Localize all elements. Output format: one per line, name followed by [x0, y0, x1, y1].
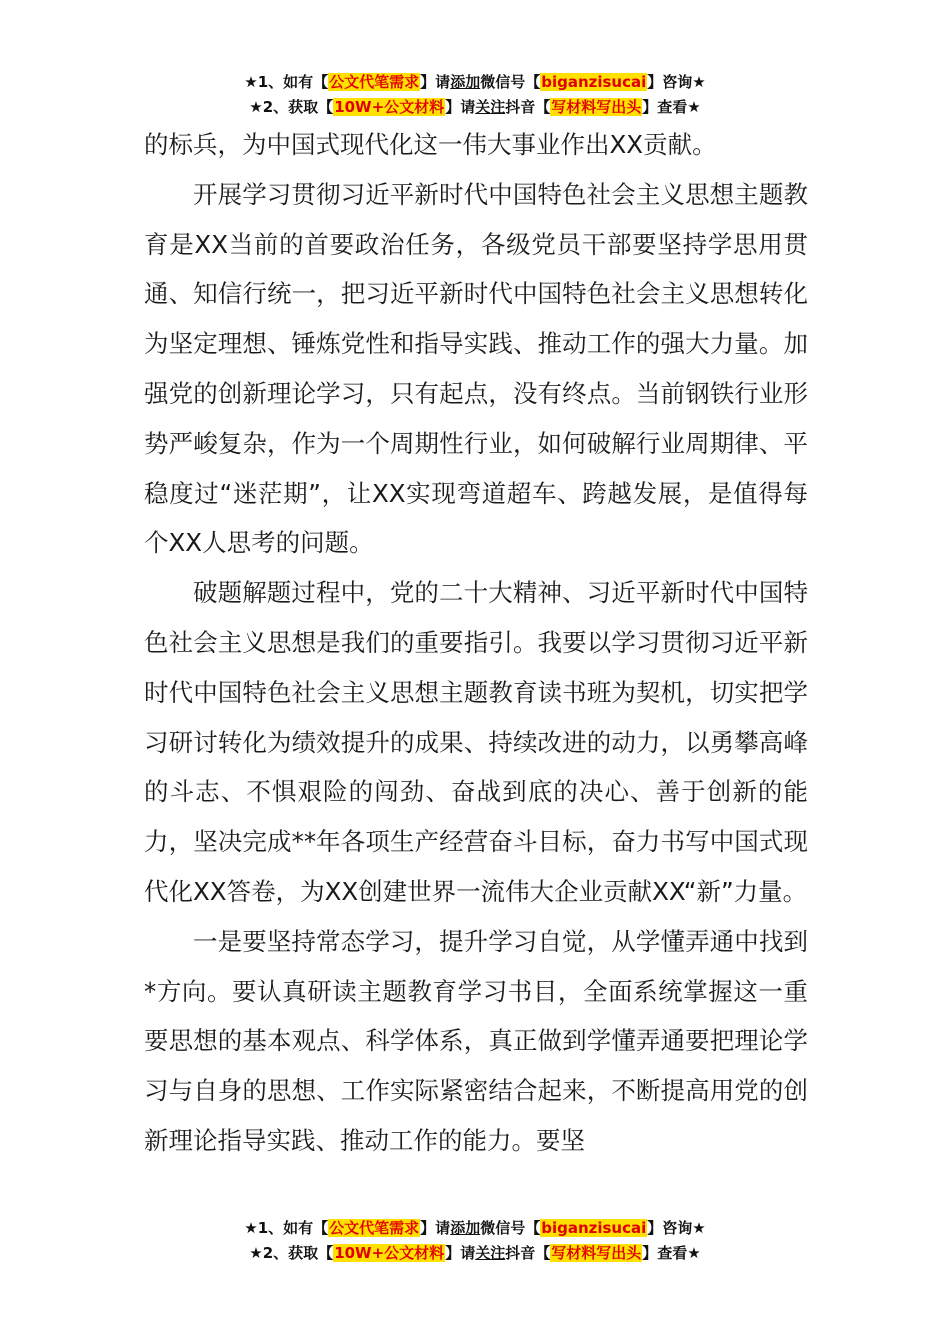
banner-text: 】请 [445, 1244, 476, 1262]
banner-text: 】请 [445, 98, 476, 116]
paragraph: 一是要坚持常态学习，提升学习自觉，从学懂弄通中找到*方向。要认真研读主题教育学习书目，全面系统掌握这一重要思想的基本观点、科学体系，真正做到学懂弄通要把理论学习与自身的思想、工作实际紧密结合起来，不断提高用党的创新理论指导实践、推动工作的能力。要坚 [144, 926, 808, 1155]
banner-highlight: 写材料写出头 [551, 98, 642, 116]
banner-highlight: biganzisucai [541, 73, 647, 91]
banner-text: 】查看★ [642, 98, 701, 116]
banner-text: 】请 [420, 1219, 451, 1237]
banner-highlight: biganzisucai [541, 1219, 647, 1237]
banner-underlined: 添加 [450, 73, 481, 91]
banner-line-1 [0, 1216, 950, 1241]
banner-line-1 [0, 70, 950, 95]
banner-highlight: 写材料写出头 [551, 1244, 642, 1262]
banner-text: ★1、如有【 [244, 73, 329, 91]
banner-line-2 [0, 95, 950, 120]
document-body [144, 120, 808, 1166]
header-banner [0, 70, 950, 120]
banner-text: 抖音【 [505, 1244, 551, 1262]
banner-highlight: 10W+公文材料 [334, 98, 445, 116]
banner-text: ★2、获取【 [249, 98, 334, 116]
banner-text: ★1、如有【 [244, 1219, 329, 1237]
banner-text: 】咨询★ [647, 1219, 706, 1237]
paragraph: 破题解题过程中，党的二十大精神、习近平新时代中国特色社会主义思想是我们的重要指引。我要以学习贯彻习近平新时代中国特色社会主义思想主题教育读书班为契机，切实把学习研讨转化为绩效提升的成果、持续改进的动力，以勇攀高峰的斗志、不惧艰险的闯劲、奋战到底的决心、善于创新的能力，坚决完成**年各项生产经营奋斗目标，奋力书写中国式现代化XX答卷，为XX创建世界一流伟大企业贡献XX“新”力量。 [144, 578, 808, 906]
banner-line-2 [0, 1241, 950, 1266]
banner-highlight: 公文代笔需求 [329, 73, 420, 91]
banner-highlight: 10W+公文材料 [334, 1244, 445, 1262]
banner-underlined: 添加 [450, 1219, 481, 1237]
banner-underlined: 关注 [475, 98, 506, 116]
paragraph-continued: 的标兵，为中国式现代化这一伟大事业作出XX贡献。 [144, 130, 717, 159]
banner-text: 】咨询★ [647, 73, 706, 91]
banner-text: 微信号【 [480, 1219, 541, 1237]
banner-text: 】查看★ [642, 1244, 701, 1262]
banner-text: 】请 [420, 73, 451, 91]
paragraph: 开展学习贯彻习近平新时代中国特色社会主义思想主题教育是XX当前的首要政治任务，各级党员干部要坚持学思用贯通、知信行统一，把习近平新时代中国特色社会主义思想转化为坚定理想、锤炼党性和指导实践、推动工作的强大力量。加强党的创新理论学习，只有起点，没有终点。当前钢铁行业形势严峻复杂，作为一个周期性行业，如何破解行业周期律、平稳度过“迷茫期”，让XX实现弯道超车、跨越发展，是值得每个XX人思考的问题。 [144, 179, 808, 558]
footer-banner [0, 1216, 950, 1266]
banner-text: 抖音【 [505, 98, 551, 116]
banner-underlined: 关注 [475, 1244, 506, 1262]
banner-text: ★2、获取【 [249, 1244, 334, 1262]
banner-highlight: 公文代笔需求 [329, 1219, 420, 1237]
banner-text: 微信号【 [480, 73, 541, 91]
